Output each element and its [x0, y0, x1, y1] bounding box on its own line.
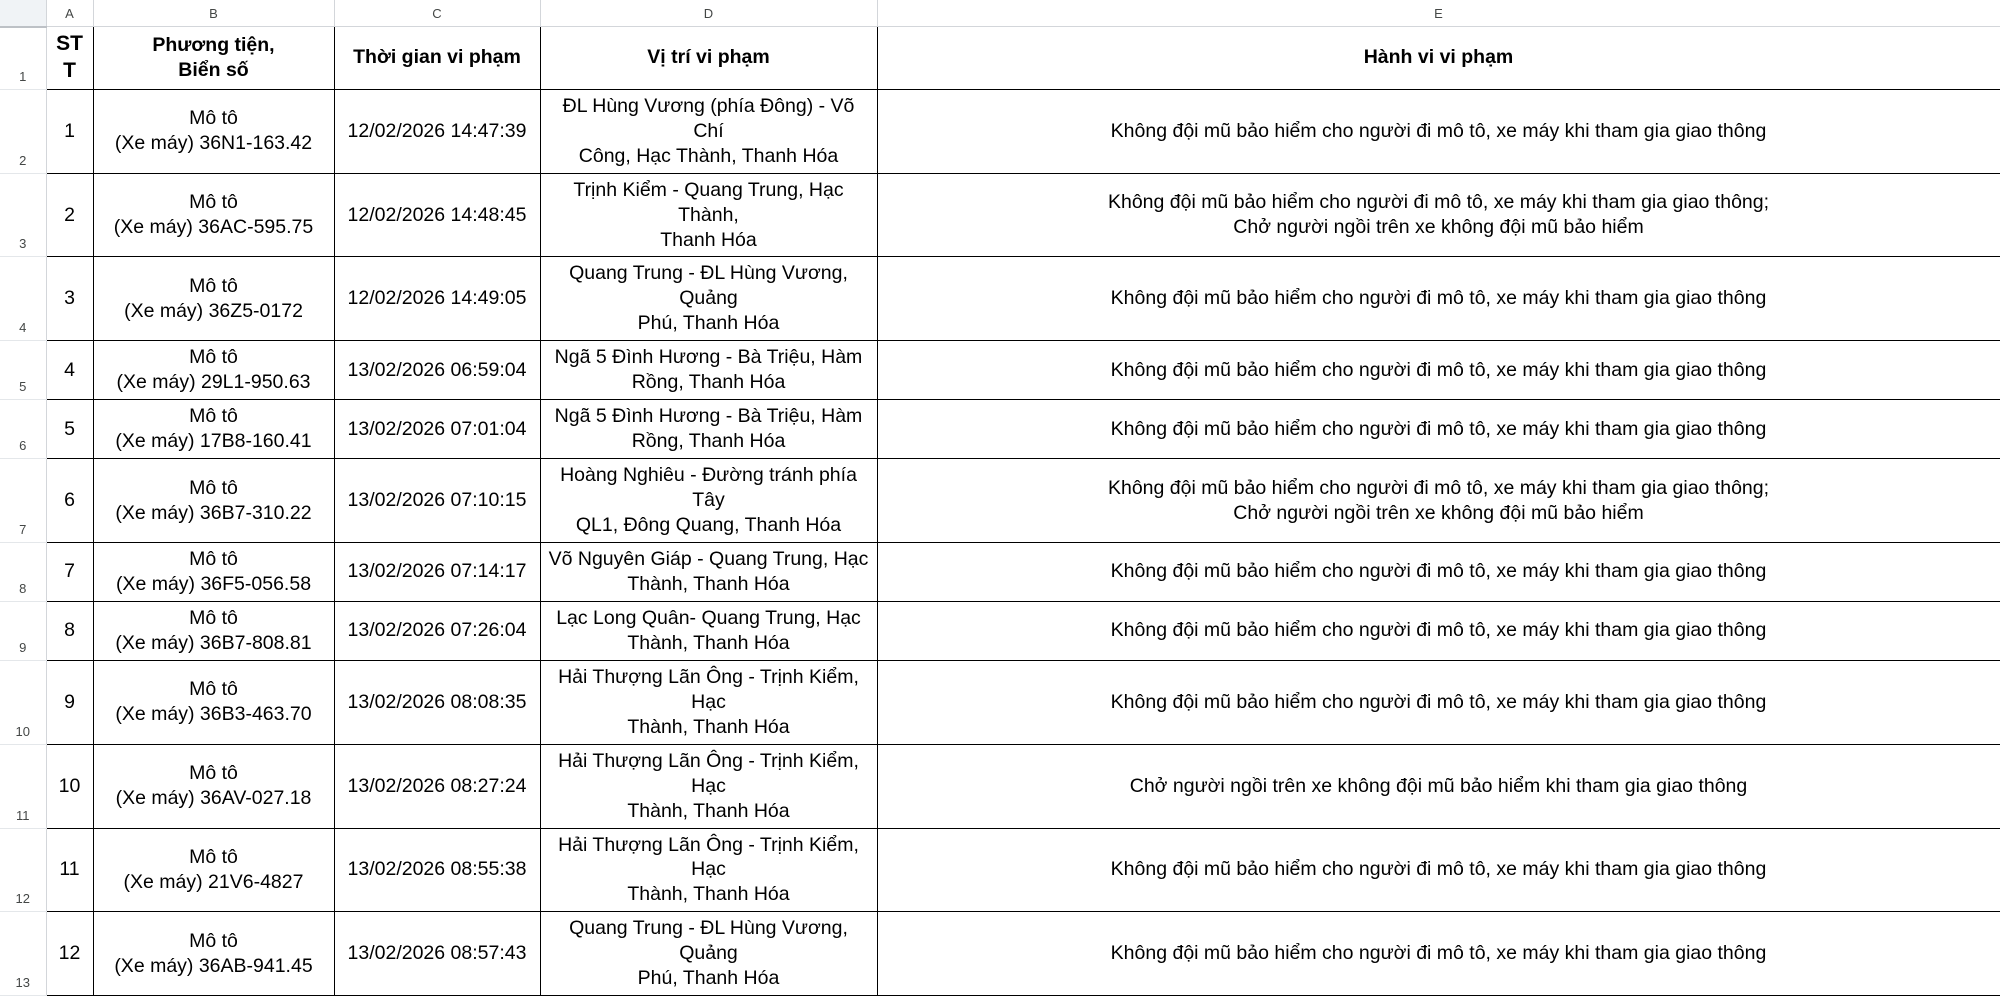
cell-violation-location[interactable]	[540, 459, 877, 543]
cell-violation-time[interactable]: 13/02/2026 08:27:24	[334, 744, 540, 828]
cell-violation-location[interactable]	[540, 660, 877, 744]
cell-violation-location[interactable]	[540, 828, 877, 912]
cell-vehicle[interactable]	[93, 459, 334, 543]
cell-violation-behavior[interactable]	[877, 173, 2000, 257]
vehicle-plate: (Xe máy) 36B7-310.22	[115, 501, 312, 524]
table-row	[0, 173, 2000, 257]
location-line2: Rồng, Thanh Hóa	[631, 430, 786, 453]
cell-violation-behavior[interactable]	[877, 89, 2000, 173]
vehicle-plate: (Xe máy) 36B3-463.70	[115, 703, 312, 726]
cell-violation-time[interactable]: 13/02/2026 07:10:15	[334, 459, 540, 543]
cell-violation-time[interactable]: 13/02/2026 06:59:04	[334, 341, 540, 400]
cell-violation-behavior[interactable]	[877, 400, 2000, 459]
cell-violation-location[interactable]	[540, 173, 877, 257]
vehicle-type: Mô tô	[189, 476, 238, 499]
cell-violation-behavior[interactable]	[877, 828, 2000, 912]
cell-stt[interactable]: 11	[46, 828, 93, 912]
location-line2: Phú, Thanh Hóa	[637, 967, 780, 990]
location-line2: Thành, Thanh Hóa	[627, 715, 790, 738]
behavior-line1: Chở người ngồi trên xe không đội mũ bảo hiểm khi tham gia giao thông	[1129, 774, 1748, 797]
vehicle-plate: (Xe máy) 36AC-595.75	[113, 216, 314, 239]
location-line1: Trịnh Kiểm - Quang Trung, Hạc Thành,	[573, 178, 844, 226]
vehicle-plate: (Xe máy) 36Z5-0172	[124, 299, 303, 322]
select-all-corner[interactable]	[0, 0, 46, 27]
table-row	[0, 89, 2000, 173]
behavior-line1: Không đội mũ bảo hiểm cho người đi mô tô, xe máy khi tham gia giao thông	[1110, 417, 1767, 440]
cell-violation-time[interactable]: 13/02/2026 07:14:17	[334, 543, 540, 602]
cell-stt[interactable]: 1	[46, 89, 93, 173]
vehicle-plate: (Xe máy) 36N1-163.42	[114, 132, 313, 155]
cell-violation-location[interactable]	[540, 89, 877, 173]
vehicle-type: Mô tô	[189, 107, 238, 130]
cell-vehicle[interactable]	[93, 912, 334, 996]
row-header-10[interactable]: 10	[0, 660, 46, 744]
behavior-line1: Không đội mũ bảo hiểm cho người đi mô tô, xe máy khi tham gia giao thông	[1110, 560, 1767, 583]
table-row	[0, 459, 2000, 543]
table-row	[0, 912, 2000, 996]
row-header-12[interactable]: 12	[0, 828, 46, 912]
column-header-e[interactable]: E	[877, 0, 2000, 27]
cell-stt[interactable]: 2	[46, 173, 93, 257]
vehicle-type: Mô tô	[189, 846, 238, 868]
cell-vehicle[interactable]	[93, 601, 334, 660]
location-line1: Quang Trung - ĐL Hùng Vương, Quảng	[569, 917, 848, 965]
row-header-9[interactable]: 9	[0, 601, 46, 660]
behavior-line1: Không đội mũ bảo hiểm cho người đi mô tô, xe máy khi tham gia giao thông	[1110, 690, 1767, 713]
vehicle-plate: (Xe máy) 21V6-4827	[123, 870, 304, 893]
cell-vehicle[interactable]	[93, 257, 334, 341]
table-row	[0, 543, 2000, 602]
row-header-1[interactable]: 1	[0, 27, 46, 90]
location-line1: Ngã 5 Đình Hương - Bà Triệu, Hàm	[554, 346, 863, 369]
table-row	[0, 828, 2000, 912]
behavior-line2: Chở người ngồi trên xe không đội mũ bảo hiểm	[1233, 501, 1644, 524]
cell-violation-behavior[interactable]	[877, 459, 2000, 543]
cell-violation-time[interactable]: 12/02/2026 14:48:45	[334, 173, 540, 257]
cell-stt[interactable]: 10	[46, 744, 93, 828]
cell-stt[interactable]: 6	[46, 459, 93, 543]
row-header-7[interactable]: 7	[0, 459, 46, 543]
cell-violation-time[interactable]: 13/02/2026 08:57:43	[334, 912, 540, 996]
cell-violation-time[interactable]: 13/02/2026 07:01:04	[334, 400, 540, 459]
cell-violation-time[interactable]: 13/02/2026 07:26:04	[334, 601, 540, 660]
header-cell-location[interactable]: Vị trí vi phạm	[540, 27, 877, 90]
column-header-row	[0, 0, 2000, 27]
vehicle-plate: (Xe máy) 29L1-950.63	[116, 371, 311, 394]
row-header-2[interactable]: 2	[0, 89, 46, 173]
location-line1: Hoàng Nghiêu - Đường tránh phía Tây	[560, 464, 857, 512]
cell-violation-location[interactable]	[540, 400, 877, 459]
table-row	[0, 744, 2000, 828]
header-cell-behavior[interactable]: Hành vi vi phạm	[877, 27, 2000, 90]
cell-stt[interactable]: 3	[46, 257, 93, 341]
location-line2: Thành, Thanh Hóa	[627, 799, 790, 822]
table-row	[0, 341, 2000, 400]
cell-violation-behavior[interactable]	[877, 660, 2000, 744]
table-row	[0, 660, 2000, 744]
row-header-8[interactable]: 8	[0, 543, 46, 602]
location-line2: Thành, Thanh Hóa	[627, 883, 790, 906]
cell-violation-location[interactable]	[540, 341, 877, 400]
cell-stt[interactable]: 4	[46, 341, 93, 400]
location-line2: Công, Hạc Thành, Thanh Hóa	[578, 144, 839, 167]
cell-vehicle[interactable]	[93, 341, 334, 400]
cell-violation-location[interactable]	[540, 257, 877, 341]
cell-stt[interactable]: 7	[46, 543, 93, 602]
cell-violation-location[interactable]	[540, 912, 877, 996]
cell-violation-location[interactable]	[540, 601, 877, 660]
cell-violation-time[interactable]: 13/02/2026 08:55:38	[334, 828, 540, 912]
row-header-11[interactable]: 11	[0, 744, 46, 828]
behavior-line1: Không đội mũ bảo hiểm cho người đi mô tô, xe máy khi tham gia giao thông;	[1107, 476, 1770, 499]
row-header-13[interactable]: 13	[0, 912, 46, 996]
cell-violation-location[interactable]	[540, 744, 877, 828]
behavior-line1: Không đội mũ bảo hiểm cho người đi mô tô, xe máy khi tham gia giao thông;	[1107, 191, 1770, 214]
location-line2: Thành, Thanh Hóa	[627, 572, 790, 595]
location-line2: Rồng, Thanh Hóa	[631, 371, 786, 394]
vehicle-type: Mô tô	[189, 929, 238, 952]
behavior-line1: Không đội mũ bảo hiểm cho người đi mô tô, xe máy khi tham gia giao thông	[1110, 358, 1767, 381]
cell-violation-location[interactable]	[540, 543, 877, 602]
cell-violation-behavior[interactable]	[877, 912, 2000, 996]
cell-vehicle[interactable]	[93, 173, 334, 257]
vehicle-plate: (Xe máy) 36AB-941.45	[114, 954, 313, 977]
cell-violation-behavior[interactable]	[877, 601, 2000, 660]
vehicle-type: Mô tô	[189, 678, 238, 701]
vehicle-type: Mô tô	[189, 548, 238, 570]
vehicle-plate: (Xe máy) 36F5-056.58	[115, 572, 312, 595]
location-line1: Lạc Long Quân- Quang Trung, Hạc	[556, 606, 861, 629]
cell-vehicle[interactable]	[93, 660, 334, 744]
behavior-line1: Không đội mũ bảo hiểm cho người đi mô tô, xe máy khi tham gia giao thông	[1110, 858, 1767, 881]
table-row	[0, 257, 2000, 341]
cell-vehicle[interactable]	[93, 543, 334, 602]
cell-vehicle[interactable]	[93, 89, 334, 173]
header-vehicle-line1: Phương tiện,	[152, 33, 275, 56]
behavior-line1: Không đội mũ bảo hiểm cho người đi mô tô, xe máy khi tham gia giao thông	[1110, 619, 1767, 642]
location-line2: Phú, Thanh Hóa	[637, 312, 780, 335]
column-header-a[interactable]: A	[46, 0, 93, 27]
location-line2: Thành, Thanh Hóa	[627, 631, 790, 654]
cell-violation-behavior[interactable]	[877, 543, 2000, 602]
vehicle-plate: (Xe máy) 17B8-160.41	[115, 430, 312, 453]
header-cell-stt[interactable]: STT	[46, 27, 93, 90]
location-line1: Hải Thượng Lãn Ông - Trịnh Kiểm, Hạc	[558, 833, 859, 881]
behavior-line1: Không đội mũ bảo hiểm cho người đi mô tô, xe máy khi tham gia giao thông	[1110, 942, 1767, 965]
vehicle-type: Mô tô	[189, 191, 238, 214]
header-vehicle-line2: Biển số	[178, 58, 249, 81]
header-cell-vehicle[interactable]	[93, 27, 334, 90]
cell-stt[interactable]: 5	[46, 400, 93, 459]
location-line1: Hải Thượng Lãn Ông - Trịnh Kiểm, Hạc	[558, 665, 859, 713]
location-line1: Hải Thượng Lãn Ông - Trịnh Kiểm, Hạc	[558, 749, 859, 797]
column-header-b[interactable]: B	[93, 0, 334, 27]
cell-stt[interactable]: 8	[46, 601, 93, 660]
cell-vehicle[interactable]	[93, 828, 334, 912]
cell-violation-behavior[interactable]	[877, 744, 2000, 828]
cell-violation-time[interactable]: 12/02/2026 14:49:05	[334, 257, 540, 341]
cell-violation-time[interactable]: 13/02/2026 08:08:35	[334, 660, 540, 744]
cell-stt[interactable]: 12	[46, 912, 93, 996]
cell-stt[interactable]: 9	[46, 660, 93, 744]
behavior-line1: Không đội mũ bảo hiểm cho người đi mô tô, xe máy khi tham gia giao thông	[1110, 287, 1767, 310]
vehicle-type: Mô tô	[189, 346, 238, 369]
cell-violation-time[interactable]: 12/02/2026 14:47:39	[334, 89, 540, 173]
vehicle-type: Mô tô	[189, 405, 238, 428]
behavior-line1: Không đội mũ bảo hiểm cho người đi mô tô, xe máy khi tham gia giao thông	[1110, 119, 1767, 142]
cell-violation-behavior[interactable]	[877, 341, 2000, 400]
location-line1: Ngã 5 Đình Hương - Bà Triệu, Hàm	[554, 405, 863, 428]
vehicle-plate: (Xe máy) 36AV-027.18	[115, 787, 312, 810]
row-header-4[interactable]: 4	[0, 257, 46, 341]
table-row	[0, 601, 2000, 660]
location-line2: QL1, Đông Quang, Thanh Hóa	[575, 514, 842, 537]
cell-vehicle[interactable]	[93, 744, 334, 828]
vehicle-type: Mô tô	[189, 606, 238, 629]
vehicle-plate: (Xe máy) 36B7-808.81	[115, 631, 312, 654]
vehicle-type: Mô tô	[189, 762, 238, 785]
cell-violation-behavior[interactable]	[877, 257, 2000, 341]
column-header-c[interactable]: C	[334, 0, 540, 27]
row-header-3[interactable]: 3	[0, 173, 46, 257]
location-line2: Thanh Hóa	[660, 228, 757, 251]
location-line1: ĐL Hùng Vương (phía Đông) - Võ Chí	[562, 94, 855, 142]
vehicle-type: Mô tô	[189, 274, 238, 297]
row-header-6[interactable]: 6	[0, 400, 46, 459]
row-header-5[interactable]: 5	[0, 341, 46, 400]
location-line1: Quang Trung - ĐL Hùng Vương, Quảng	[569, 262, 848, 310]
sheet-row-1	[0, 27, 2000, 90]
location-line1: Võ Nguyên Giáp - Quang Trung, Hạc	[548, 548, 869, 570]
table-row	[0, 400, 2000, 459]
cell-vehicle[interactable]	[93, 400, 334, 459]
column-header-d[interactable]: D	[540, 0, 877, 27]
behavior-line2: Chở người ngồi trên xe không đội mũ bảo hiểm	[1233, 216, 1644, 239]
header-cell-time[interactable]: Thời gian vi phạm	[334, 27, 540, 90]
